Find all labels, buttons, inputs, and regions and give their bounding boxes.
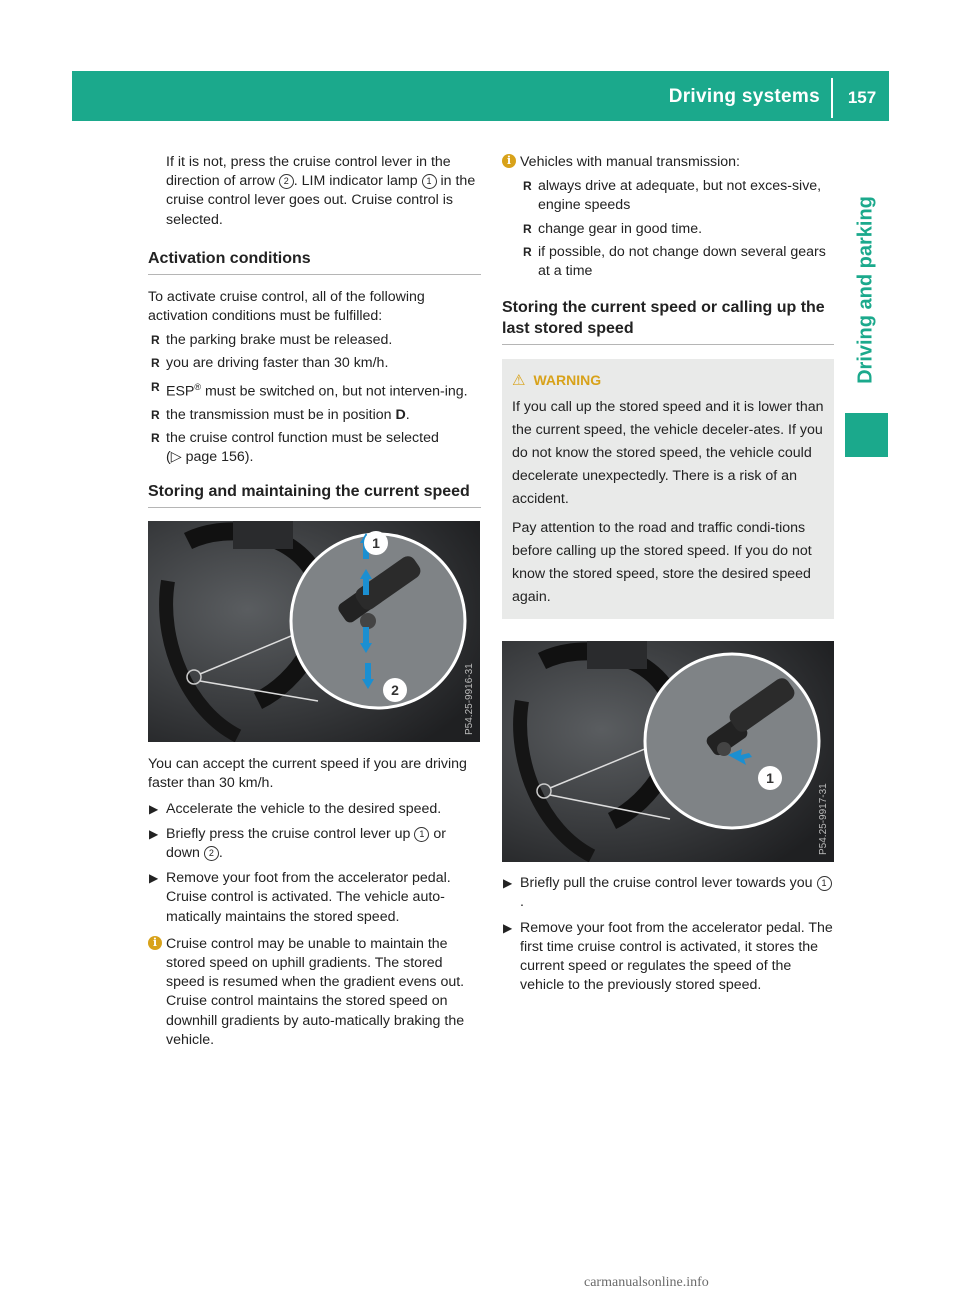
manual-transmission-list [502, 177, 834, 281]
intro-line-2a: LIM indicator lamp [301, 173, 418, 190]
list-item: R if possible, do not change down several gears at a time [523, 243, 826, 280]
list-item: R the parking brake must be released. [151, 332, 393, 349]
header-title: Driving systems [668, 86, 820, 107]
list-item: R change gear in good time. [523, 220, 703, 237]
accept-text: You can accept the current speed if you are driving faster than 30 km/h. [148, 756, 467, 792]
list-item: ▶ Remove your foot from the accelerator pedal. The first time cruise control is activated, it stores the current speed or regulates the speed of the vehicle to the previously stored speed. [503, 919, 833, 994]
page-reference[interactable]: page 156). [185, 448, 254, 465]
left-column [148, 153, 481, 1050]
intro-text: If it is not, press the cruise control lever in the direction of arrow 2 . LIM indicator lamp 1 in the cruise control lever goes out. Cruise control is selected. [166, 154, 476, 228]
callout-1: 1 [422, 174, 437, 189]
manual-transmission-note: i Vehicles with manual transmission: [502, 153, 834, 172]
list-item: ▶ Remove your foot from the accelerator pedal. Cruise control is activated. The vehicle auto-matically maintains the stored speed. [149, 870, 451, 925]
callout-2: 2 [279, 174, 294, 189]
step-arrow-icon: ▶ [149, 801, 159, 816]
step-arrow-icon: ▶ [149, 826, 159, 841]
step-arrow-icon: ▶ [503, 876, 513, 891]
cruise-lever-figure [148, 521, 480, 742]
svg-text:2: 2 [391, 682, 399, 699]
info-note: i Cruise control may be unable to maintain the stored speed on uphill gradients. The stored speed is resumed when the gradient evens out. Cruise control maintains the stored speed on downhill gradients by auto-matically braking the vehicle. [148, 935, 481, 1050]
step-arrow-icon: ▶ [149, 871, 159, 886]
warning-paragraph-1: If you call up the stored speed and it is lower than the current speed, the vehicle deceler-ates. If you do not know the stored speed, the vehicle could decelerate unexpectedly. There is a risk of an accident. [512, 399, 824, 508]
info-icon: i [502, 154, 516, 168]
list-item: R always drive at adequate, but not exces-sive, engine speeds [523, 178, 822, 214]
page-ref-arrow-icon: ▷ [170, 448, 182, 465]
warning-icon: ⚠ [512, 372, 526, 390]
intro-line-1: If it is not, press the cruise control lever in the direction of arrow [166, 154, 451, 190]
watermark: carmanualsonline.info [584, 1275, 709, 1290]
right-column [502, 153, 834, 1001]
list-item: R the transmission must be in position D. [151, 406, 410, 423]
activation-intro: To activate cruise control, all of the following activation conditions must be fulfilled: [148, 288, 425, 325]
header-divider [831, 78, 833, 118]
figure-code: P54.25-9917-31 [818, 783, 829, 856]
storing-heading: Storing and maintaining the current speed [148, 481, 481, 508]
figure-code: P54.25-9916-31 [464, 663, 475, 736]
svg-text:1: 1 [766, 770, 774, 787]
info-icon: i [148, 936, 162, 950]
call-up-steps [502, 874, 834, 995]
activation-list [148, 331, 481, 467]
warning-heading: ⚠ WARNING [512, 372, 602, 390]
step-arrow-icon: ▶ [503, 920, 513, 935]
activation-heading: Activation conditions [148, 248, 481, 275]
storing-steps [148, 800, 481, 927]
intro-line-2b: in the cruise control lever goes out. Cruise control is selected. [166, 173, 476, 228]
warning-paragraph-2: Pay attention to the road and traffic condi-tions before calling up the stored speed. If you do not know the stored speed, store the desired speed again. [512, 520, 812, 606]
svg-text:1: 1 [372, 535, 380, 552]
side-tab-label: Driving and parking [854, 196, 877, 384]
warning-box [502, 359, 834, 619]
list-item: ▶ Accelerate the vehicle to the desired speed. [148, 800, 481, 819]
page-number: 157 [847, 88, 877, 107]
side-tab-marker [845, 413, 888, 457]
list-item: ▶ Briefly press the cruise control lever up 1 or down 2 . [149, 825, 446, 861]
list-item: ▶ Briefly pull the cruise control lever towards you 1. [502, 874, 834, 912]
storing-call-up-heading: Storing the current speed or calling up the last stored speed [502, 297, 834, 345]
list-item: R ESP® must be switched on, but not interven-ing. [151, 379, 468, 400]
list-item: R the cruise control function must be selected (▷ page 156). [151, 429, 439, 465]
list-item: R you are driving faster than 30 km/h. [151, 355, 389, 372]
cruise-lever-pull-figure [502, 641, 834, 862]
